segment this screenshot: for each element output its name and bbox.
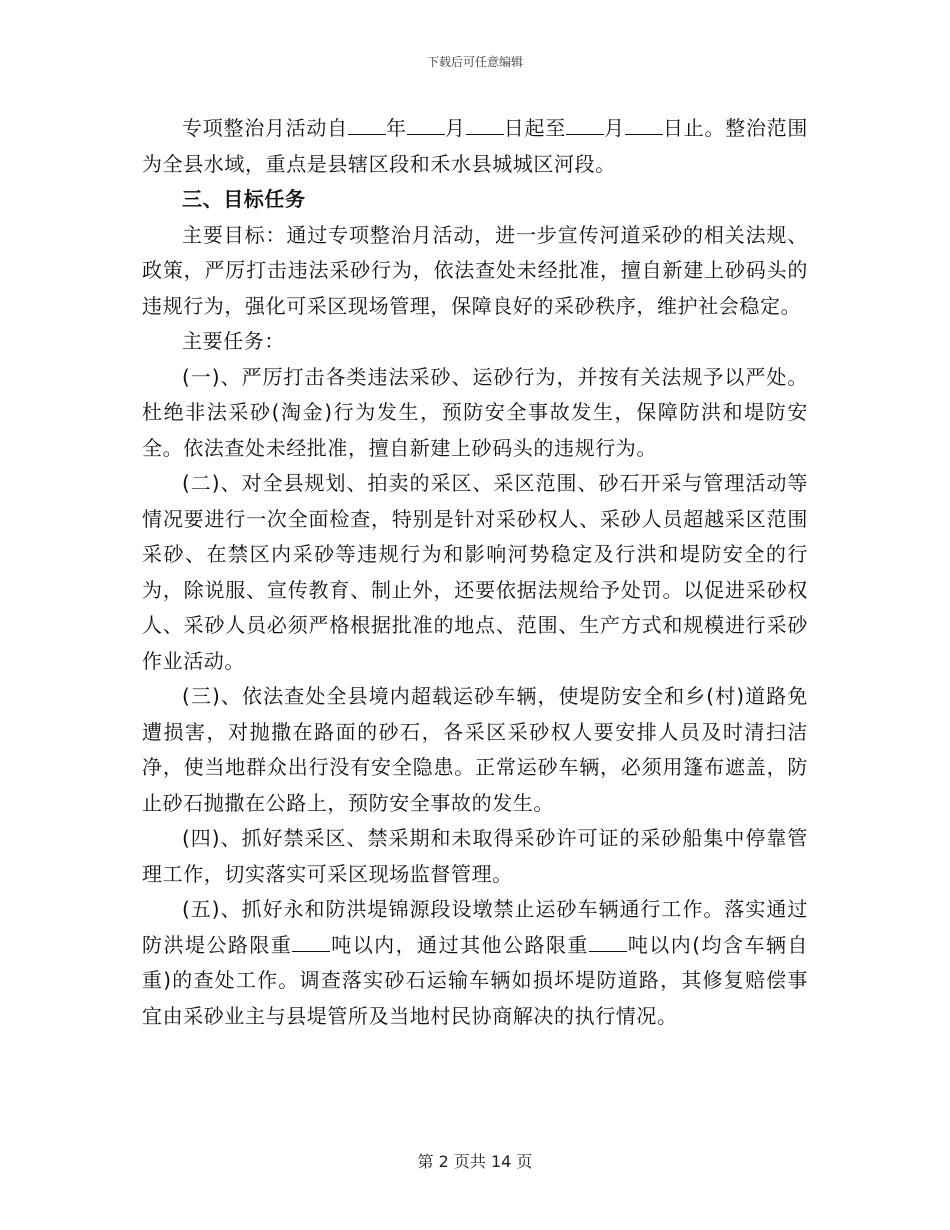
blank-line xyxy=(625,116,663,135)
paragraph-period xyxy=(142,111,808,182)
blank-line xyxy=(292,933,330,952)
text-run: 吨以内，通过其他公路限重 xyxy=(330,932,589,957)
blank-line xyxy=(566,116,604,135)
paragraph-task-4: (四)、抓好禁采区、禁采期和未取得采砂许可证的采砂船集中停靠管理工作，切实落实可采区现场监督管理。 xyxy=(142,826,808,886)
blank-line xyxy=(466,116,504,135)
text-run: 月 xyxy=(603,116,625,140)
paragraph-main-goal: 主要目标：通过专项整治月活动，进一步宣传河道采砂的相关法规、政策，严厉打击违法采砂行为，依法查处未经批准，擅自新建上砂码头的违规行为，强化可采区现场管理，保障良好的采砂秩序，维护社会稳定。 xyxy=(142,222,808,318)
text-run: 吨以内(均含车辆自重)的查处工作。调查落实砂石运输车辆如损坏堤防道路，其修复赔偿事宜由采砂业主与县堤管所及当地村民协商解决的执行情况。 xyxy=(142,932,809,1028)
paragraph-task-1: (一)、严厉打击各类违法采砂、运砂行为，并按有关法规予以严处。杜绝非法采砂(淘金)行为发生，预防安全事故发生，保障防洪和堤防安全。依法查处未经批准，擅自新建上砂码头的违规行为。 xyxy=(142,364,808,460)
blank-line xyxy=(348,116,386,135)
page-header: 下载后可任意编辑 xyxy=(426,55,523,69)
paragraph-main-tasks: 主要任务： xyxy=(182,329,285,353)
paragraph-task-2: (二)、对全县规划、拍卖的采区、采区范围、砂石开采与管理活动等情况要进行一次全面检查，特别是针对采砂权人、采砂人员超越采区范围采砂、在禁区内采砂等违规行为和影响河势稳定及行洪和堤防安全的行为，除说服、宣传教育、制止外，还要依据法规给予处罚。以促进采砂权人、采砂人员必须严格根据批准的地点、范围、生产方式和规模进行采砂作业活动。 xyxy=(142,471,808,673)
section-heading: 三、目标任务 xyxy=(182,187,306,211)
page-footer: 第 2 页共 14 页 xyxy=(417,1152,533,1171)
blank-line xyxy=(407,116,445,135)
paragraph-task-5 xyxy=(142,892,808,1034)
text-run: 日止。整治范围为全县水域，重点是县辖区段和禾水县城城区河段。 xyxy=(142,116,808,176)
text-run: 月 xyxy=(444,116,466,140)
document-body xyxy=(142,111,808,1034)
paragraph-task-3: (三)、依法查处全县境内超载运砂车辆，使堤防安全和乡(村)道路免遭损害，对抛撒在路面的砂石，各采区采砂权人要安排人员及时清扫洁净，使当地群众出行没有安全隐患。正常运砂车辆，必须用篷布遮盖，防止砂石抛撒在公路上，预防安全事故的发生。 xyxy=(142,684,808,815)
text-run: 年 xyxy=(385,116,407,140)
text-run: 专项整治月活动自 xyxy=(182,116,348,140)
text-run: 日起至 xyxy=(503,116,566,140)
blank-line xyxy=(589,933,627,952)
text-run: (五)、抓好永和防洪堤锦源段设墩禁止运砂车辆通行工作。落实通过防洪堤公路限重 xyxy=(142,897,808,957)
